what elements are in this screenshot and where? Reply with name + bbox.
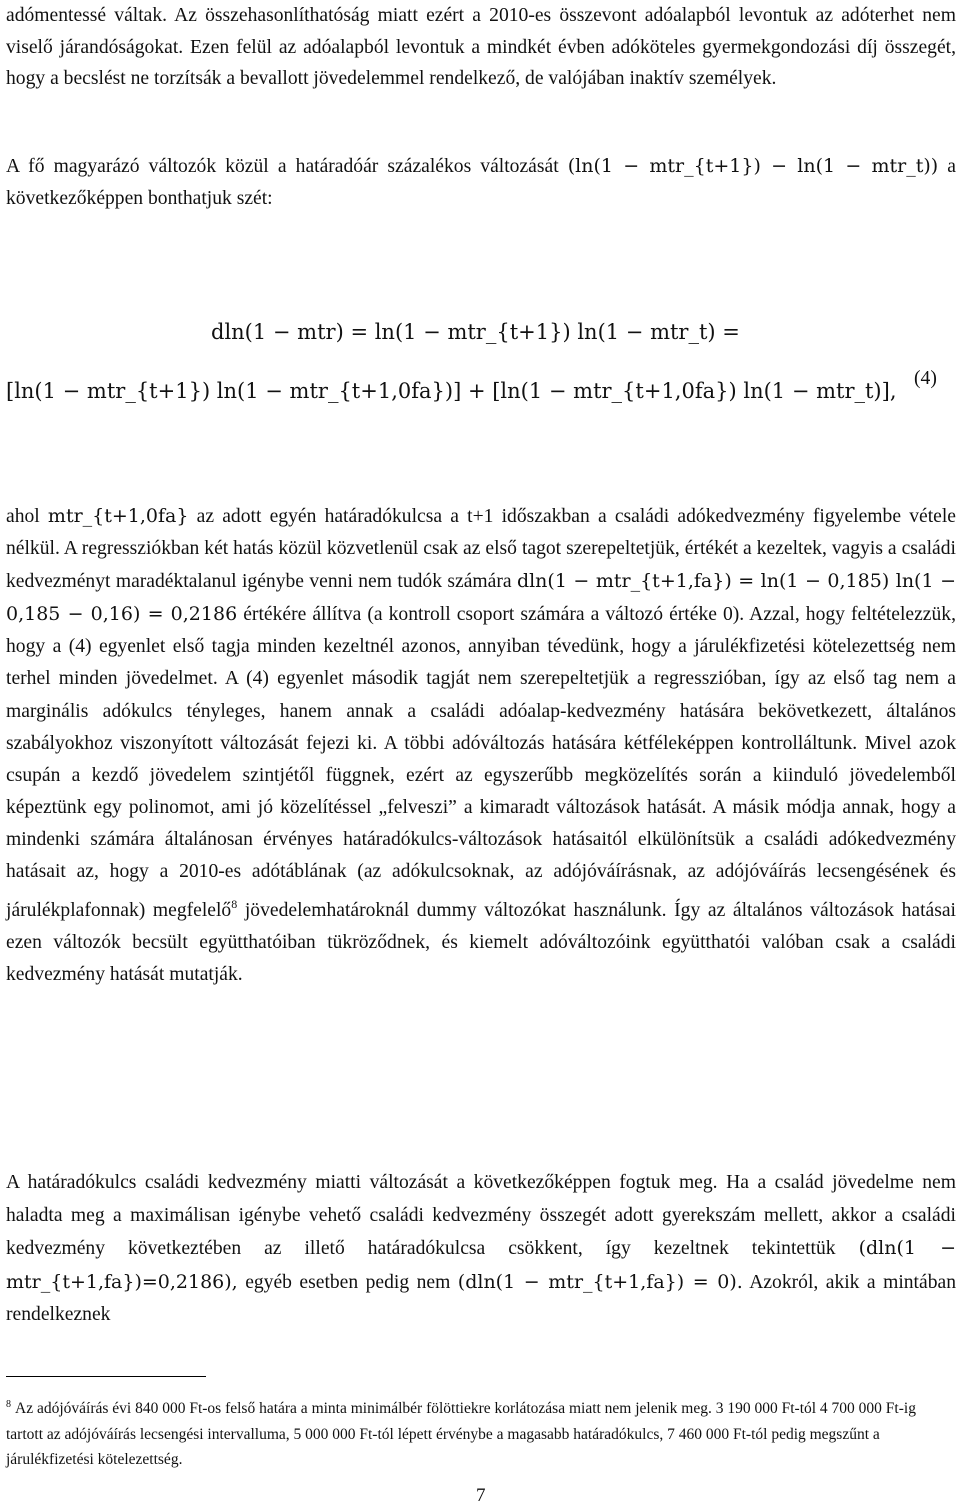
paragraph-4-text-c: Azokról, akik a mintában rendelkeznek — [6, 1271, 956, 1325]
footnote — [6, 1392, 946, 1473]
footnote-reference[interactable]: 8 — [231, 897, 238, 912]
paragraph-2-math: (ln(1 − mtr_{t+1}) − ln(1 − mtr_t)) — [567, 155, 939, 177]
paragraph-4 — [6, 1167, 956, 1332]
paragraph-4-math-a: (dln(1 − mtr_{t+1,fa})=0,2186), — [6, 1237, 957, 1293]
equation-number: (4) — [914, 368, 937, 389]
paragraph-2 — [6, 151, 956, 214]
paragraph-3-lead: ahol — [6, 506, 40, 527]
page-number: 7 — [476, 1485, 486, 1506]
paragraph-3-lead-math: mtr_{t+1,0fa} — [47, 505, 189, 527]
footnote-number: 8 — [6, 1399, 11, 1410]
equation-line-1: dln(1 − mtr) = ln(1 − mtr_{t+1}) ln(1 − mtr_t) = — [211, 320, 740, 344]
paragraph-3-text-c: jövedelemhatároknál dummy változókat használunk. Így az általános változások hatásai ezen változók becsült együtthatóiban tükröződnek, és kiemelt adóváltozóink együtthatói valóban csak a családi kedvezmény hatását mutatják. — [6, 900, 956, 986]
paragraph-2-tail: a következőképpen bonthatjuk szét: — [6, 156, 956, 209]
paragraph-3-mid-math: dln(1 − mtr_{t+1,fa}) = ln(1 − 0,185) ln(1 − 0,185 − 0,16) = 0,2186 — [6, 570, 956, 626]
paragraph-1: adómentessé váltak. Az összehasonlíthatóság miatt ezért a 2010-es összevont adóalapból levontuk az adóterhet nem viselő járandóságokat. Ezen felül az adóalapból levontuk a mindkét évben adóköteles gyermekgondozási díj összegét, hogy a becslést ne torzítsák a bevallott jövedelemmel rendelkező, de valójában inaktív személyek. — [6, 5, 956, 90]
paragraph-3-text-a: az adott egyén határadókulcsa a t+1 időszakban a családi adókedvezmény figyelembe vétele nélkül. A regressziókban két hatás közül közvetlenül csak az első tagot szerepeltetjük, értékét a kezeltek, vagyis a családi kedvezményt maradéktalanul igénybe venni nem tudók számára — [6, 506, 956, 593]
paragraph-4-text-b: egyéb esetben pedig nem — [245, 1271, 451, 1293]
equation-line-2: [ln(1 − mtr_{t+1}) ln(1 − mtr_{t+1,0fa})] + [ln(1 − mtr_{t+1,0fa}) ln(1 − mtr_t)], — [6, 379, 897, 403]
footnote-divider — [6, 1376, 206, 1377]
paragraph-3 — [6, 500, 956, 991]
footnote-text: Az adójóváírás évi 840 000 Ft-os felső határa a minta minimálbér fölöttiekre korlátozása miatt nem jelenik meg. 3 190 000 Ft-tól 4 700 000 Ft-ig tartott az adójóváírás lecsengési intervalluma, 5 000 000 Ft-tól lépett érvénybe a magasabb határadókulcs, 7 460 000 Ft-tól pedig megszűnt a járulékfizetési kötelezettség. — [6, 1400, 916, 1469]
paragraph-4-text-a: A határadókulcs családi kedvezmény miatti változását a következőképpen fogtuk meg. Ha a család jövedelme nem haladta meg a maximálisan igénybe vehető családi kedvezmény összegét adott gyerekszám mellett, akkor a családi kedvezmény következtében az illető határadókulcsa csökkent, így kezeltnek tekintettük — [6, 1172, 956, 1259]
paragraph-2-text: A fő magyarázó változók közül a határadóár százalékos változását — [6, 156, 559, 177]
paragraph-4-math-b: (dln(1 − mtr_{t+1,fa}) = 0). — [457, 1270, 743, 1293]
paragraph-3-text-b: értékére állítva (a kontroll csoport számára a változó értéke 0). Azzal, hogy feltételezzük, hogy a (4) egyenlet első tagja minden kezeltnél azonos, annyiban tévedünk, hogy a járulékfizetési kötelezettség nem terhel minden jövedelmet. A (4) egyenlet második tagját nem szerepeltetjük a regresszióban, így az első tag nem a marginális adókulcs tényleges, hanem annak a családi adóalap-kedvezmény hatására bekövetkezett, általános szabályokhoz viszonyított változását fejezi ki. A többi adóváltozás hatására kétféleképpen kontrolláltunk. Mivel azok csupán a kezdő jövedelem szintjétől függnek, ezért az egyszerűbb megközelítés során a kiinduló jövedelemből képeztünk egy polinomot, ami jó közelítéssel „felveszi” a kimaradt változások hatását. A másik módja annak, hogy a mindenki számára általánosan érvényes határadókulcs-változások hatásaitól elkülönítsük a családi adókedvezmény hatásait az, hogy a 2010-es adótáblának (az adókulcsoknak, az adójóváírásnak, az adójóváírás lecsengésének és járulékplafonnak) megfelelő — [6, 604, 956, 922]
